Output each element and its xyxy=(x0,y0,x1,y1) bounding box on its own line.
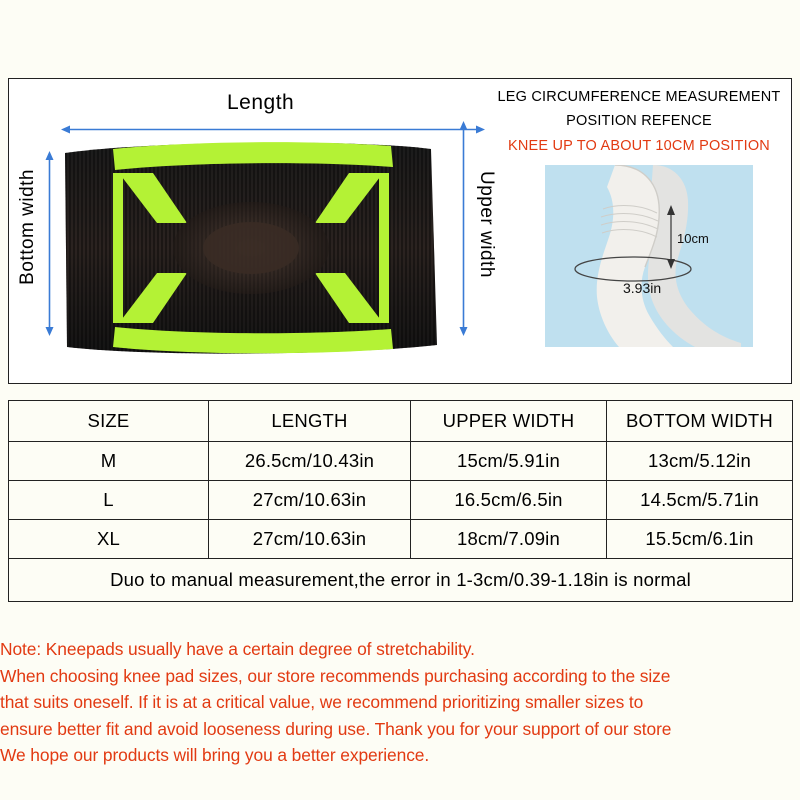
info-line-3: KNEE UP TO ABOUT 10CM POSITION xyxy=(508,138,770,154)
note-line-4: ensure better fit and avoid looseness during use. Thank you for your support of our store xyxy=(0,718,672,739)
cell-bottom-width: 13cm/5.12in xyxy=(607,442,793,481)
cell-upper-width: 15cm/5.91in xyxy=(411,442,607,481)
note-line-5: We hope our products will bring you a better experience. xyxy=(0,745,430,765)
note-line-3: that suits oneself. If it is at a critical value, we recommend prioritizing smaller sizes to xyxy=(0,692,644,712)
bottom-width-label: Bottom width xyxy=(17,169,38,285)
leg-illustration xyxy=(545,165,753,347)
cell-upper-width: 16.5cm/6.5in xyxy=(411,481,607,520)
header-length: LENGTH xyxy=(209,401,411,442)
size-table xyxy=(8,400,793,602)
table-row xyxy=(9,442,793,481)
length-arrow-icon xyxy=(61,125,485,134)
note-line-1: Note: Kneepads usually have a certain degree of stretchability. xyxy=(0,639,475,659)
upper-width-label: Upper width xyxy=(476,171,497,278)
table-footnote: Duo to manual measurement,the error in 1-3cm/0.39-1.18in is normal xyxy=(9,559,793,602)
header-upper-width: UPPER WIDTH xyxy=(411,401,607,442)
header-bottom-width: BOTTOM WIDTH xyxy=(607,401,793,442)
cell-size: L xyxy=(9,481,209,520)
table-footnote-row xyxy=(9,559,793,602)
bottom-note xyxy=(0,636,800,769)
table-row xyxy=(9,481,793,520)
diagram-panel xyxy=(8,78,792,384)
cell-length: 26.5cm/10.43in xyxy=(209,442,411,481)
length-label: Length xyxy=(227,91,295,114)
info-line-2: POSITION REFENCE xyxy=(566,113,712,129)
table-row xyxy=(9,520,793,559)
leg-measurement-info xyxy=(493,85,785,377)
cell-bottom-width: 15.5cm/6.1in xyxy=(607,520,793,559)
cell-bottom-width: 14.5cm/5.71in xyxy=(607,481,793,520)
svg-text:3.93in: 3.93in xyxy=(623,280,662,296)
info-line-1: LEG CIRCUMFERENCE MEASUREMENT xyxy=(497,89,781,105)
cell-length: 27cm/10.63in xyxy=(209,481,411,520)
note-line-2: When choosing knee pad sizes, our store recommends purchasing according to the size xyxy=(0,665,671,686)
table-header-row xyxy=(9,401,793,442)
cell-upper-width: 18cm/7.09in xyxy=(411,520,607,559)
cell-size: M xyxy=(9,442,209,481)
header-size: SIZE xyxy=(9,401,209,442)
svg-text:10cm: 10cm xyxy=(677,231,709,246)
upper-width-arrow-icon xyxy=(459,121,468,336)
bottom-width-arrow-icon xyxy=(45,151,54,336)
cell-length: 27cm/10.63in xyxy=(209,520,411,559)
kneepad-illustration xyxy=(61,137,441,359)
cell-size: XL xyxy=(9,520,209,559)
